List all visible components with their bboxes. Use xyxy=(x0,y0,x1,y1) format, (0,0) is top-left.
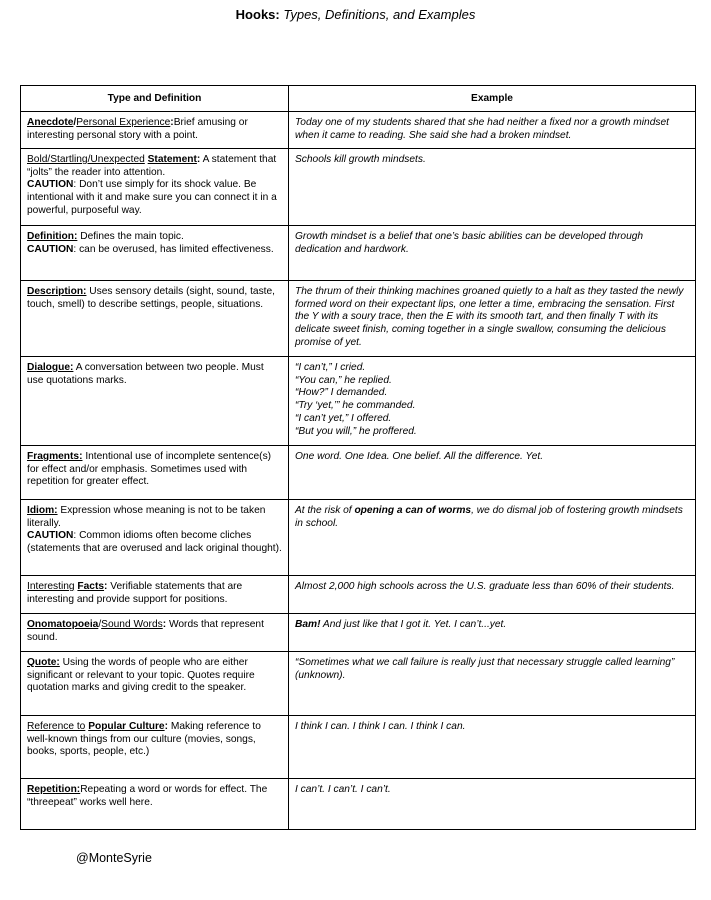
type-cell-fragments: Fragments: Intentional use of incomplete sentence(s) for effect and/or emphasis. Sometimes used with repetition for greater effect. xyxy=(21,446,289,500)
dialogue-line: “I can’t yet,” I offered. xyxy=(295,412,392,424)
example-cell-dialogue xyxy=(289,357,696,446)
example-cell-quote: “Sometimes what we call failure is really just that necessary struggle called learning” (unknown). xyxy=(289,652,696,716)
type-cell-dialogue: Dialogue: A conversation between two people. Must use quotations marks. xyxy=(21,357,289,446)
table-row xyxy=(21,614,696,652)
type-cell-facts: Interesting Facts: Verifiable statements that are interesting and provide support for positions. xyxy=(21,576,289,614)
example-cell-onomatopoeia: Bam! And just like that I got it. Yet. I can’t...yet. xyxy=(289,614,696,652)
type-cell-culture: Reference to Popular Culture: Making reference to well-known things from our culture (movies, songs, books, sports, people, etc.) xyxy=(21,716,289,779)
table-row xyxy=(21,500,696,576)
type-cell-repetition: Repetition:Repeating a word or words for effect. The “threepeat” works well here. xyxy=(21,779,289,830)
example-cell-anecdote: Today one of my students shared that she had neither a fixed nor a growth mindset when it came to reading. She said she had a broken mindset. xyxy=(289,112,696,149)
type-cell-idiom: Idiom: Expression whose meaning is not to be taken literally. CAUTION: Common idioms often become cliches (statements that are overused and lack original thought). xyxy=(21,500,289,576)
example-cell-idiom: At the risk of opening a can of worms, we do dismal job of fostering growth mindsets in school. xyxy=(289,500,696,576)
dialogue-line: “How?” I demanded. xyxy=(295,387,388,399)
type-cell-description: Description: Uses sensory details (sight, sound, taste, touch, smell) to describe settings, people, situations. xyxy=(21,281,289,357)
header-example: Example xyxy=(289,86,696,112)
table-row xyxy=(21,226,696,281)
header-row xyxy=(21,86,696,112)
example-cell-culture: I think I can. I think I can. I think I can. xyxy=(289,716,696,779)
hooks-table xyxy=(20,85,696,830)
dialogue-line: “You can,” he replied. xyxy=(295,374,392,386)
example-cell-facts: Almost 2,000 high schools across the U.S. graduate less than 60% of their students. xyxy=(289,576,696,614)
dialogue-line: “Try ‘yet,’” he commanded. xyxy=(295,400,416,412)
example-cell-definition: Growth mindset is a belief that one’s basic abilities can be developed through dedication and hardwork. xyxy=(289,226,696,281)
table-row xyxy=(21,652,696,716)
table-row xyxy=(21,149,696,226)
table-row xyxy=(21,446,696,500)
page-title xyxy=(0,7,711,22)
example-cell-repetition: I can’t. I can’t. I can’t. xyxy=(289,779,696,830)
example-cell-fragments: One word. One Idea. One belief. All the difference. Yet. xyxy=(289,446,696,500)
table-row xyxy=(21,779,696,830)
dialogue-line: “I can’t,” I cried. xyxy=(295,362,366,373)
table-row xyxy=(21,281,696,357)
type-cell-statement: Bold/Startling/Unexpected Statement: A statement that “jolts” the reader into attention. CAUTION: Don’t use simply for its shock value. Be intentional with it and make sure you can connect it in a powerful, purposeful way. xyxy=(21,149,289,226)
table-row xyxy=(21,716,696,779)
title-italic: Types, Definitions, and Examples xyxy=(283,7,476,22)
example-cell-statement: Schools kill growth mindsets. xyxy=(289,149,696,226)
header-type: Type and Definition xyxy=(21,86,289,112)
author-handle: @MonteSyrie xyxy=(76,851,152,865)
type-cell-onomatopoeia: Onomatopoeia/Sound Words: Words that represent sound. xyxy=(21,614,289,652)
dialogue-line: “But you will,” he proffered. xyxy=(295,425,417,437)
table-row xyxy=(21,112,696,149)
table-row xyxy=(21,576,696,614)
table-row xyxy=(21,357,696,446)
example-cell-description: The thrum of their thinking machines groaned quietly to a halt as they tasted the newly formed word on their expectant lips, one letter a time, embracing the sensation. First the Y with a soury trace, then the E with its smooth tart, and then finally T with its delicate sweet finish, coming together in a single swallow, consuming the delicious promise of yet. xyxy=(289,281,696,357)
type-cell-anecdote: Anecdote/Personal Experience:Brief amusing or interesting personal story with a point. xyxy=(21,112,289,149)
type-cell-definition: Definition: Defines the main topic. CAUTION: can be overused, has limited effectiveness. xyxy=(21,226,289,281)
title-bold: Hooks: xyxy=(235,7,280,22)
type-cell-quote: Quote: Using the words of people who are either significant or relevant to your topic. Quotes require quotation marks and giving credit to the speaker. xyxy=(21,652,289,716)
